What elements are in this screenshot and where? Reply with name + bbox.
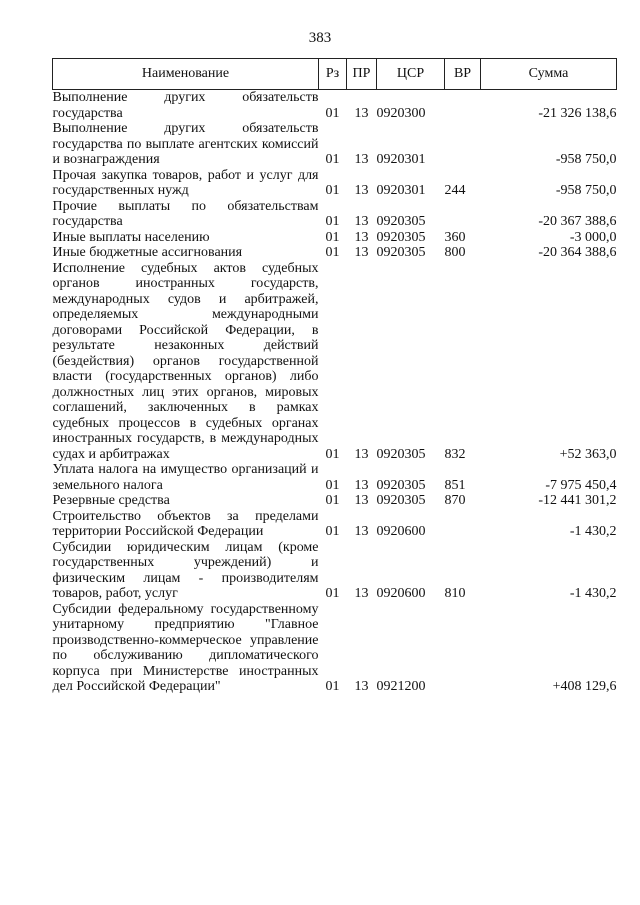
cell-name: Прочая закупка товаров, работ и услуг для государственных нужд xyxy=(52,167,319,198)
header-csr: ЦСР xyxy=(377,59,445,90)
cell-vr: 810 xyxy=(444,586,466,601)
cell-vr xyxy=(445,121,481,168)
cell-csr: 0920305 xyxy=(376,477,426,493)
cell-csr: 0920305 xyxy=(376,214,426,229)
cell-rz: 01 xyxy=(325,679,340,694)
table-header-row xyxy=(53,59,617,90)
header-vr: ВР xyxy=(445,59,481,90)
cell-rz: 01 xyxy=(325,586,340,601)
cell-rz: 01 xyxy=(325,245,340,260)
cell-name: Резервные средства xyxy=(52,493,170,508)
cell-rz: 01 xyxy=(325,524,340,539)
table-row xyxy=(53,245,617,261)
cell-name: Иные выплаты населению xyxy=(52,229,210,245)
cell-rz: 01 xyxy=(325,152,340,167)
cell-sum: -958 750,0 xyxy=(555,152,617,167)
table-row xyxy=(53,230,617,246)
table-row xyxy=(53,602,617,695)
cell-csr: 0920600 xyxy=(376,586,426,601)
cell-vr xyxy=(445,509,481,540)
cell-csr: 0920305 xyxy=(376,493,426,508)
table-row xyxy=(53,121,617,168)
cell-name: Выполнение других обязательств государства xyxy=(52,90,319,121)
cell-pr: 13 xyxy=(354,229,369,245)
cell-vr: 832 xyxy=(444,446,466,462)
table-row xyxy=(53,261,617,463)
cell-pr: 13 xyxy=(354,493,369,508)
table-row xyxy=(53,90,617,122)
cell-sum: -7 975 450,4 xyxy=(545,477,617,493)
cell-vr xyxy=(445,199,481,230)
cell-csr: 0920301 xyxy=(376,183,426,198)
cell-sum: +408 129,6 xyxy=(552,679,617,694)
cell-vr xyxy=(445,90,481,122)
cell-name: Выполнение других обязательств государства по выплате агентских комиссий и вознаграждения xyxy=(52,121,319,167)
cell-vr: 244 xyxy=(444,183,466,198)
cell-rz: 01 xyxy=(325,477,340,493)
cell-vr: 360 xyxy=(444,229,466,245)
cell-sum: +52 363,0 xyxy=(559,446,617,462)
cell-pr: 13 xyxy=(354,524,369,539)
cell-vr: 870 xyxy=(444,493,466,508)
page-number: 383 xyxy=(308,30,332,46)
cell-name: Исполнение судебных актов судебных органов иностранных государств, международных судов и арбитражей, определяемых международными договорами Российской Федерации, в результате незаконных действий (бездействия) органов государственной власти (государственных органов) либо должностных лиц этих органов, мировых соглашений, заключенных в рамках судебных процессов в судебных органах иностранных государств, в международных судах и арбитражах xyxy=(52,260,319,462)
cell-pr: 13 xyxy=(354,679,369,694)
cell-sum: -21 326 138,6 xyxy=(538,105,617,121)
cell-rz: 01 xyxy=(325,214,340,229)
budget-table xyxy=(52,58,617,695)
cell-pr: 13 xyxy=(354,105,369,121)
cell-sum: -20 367 388,6 xyxy=(538,214,617,229)
cell-sum: -12 441 301,2 xyxy=(538,493,617,508)
table-body xyxy=(53,90,617,695)
cell-pr: 13 xyxy=(354,214,369,229)
cell-pr: 13 xyxy=(354,152,369,167)
cell-csr: 0920300 xyxy=(376,105,426,121)
cell-pr: 13 xyxy=(354,245,369,260)
cell-csr: 0920305 xyxy=(376,229,426,245)
cell-vr: 800 xyxy=(444,245,466,260)
cell-sum: -20 364 388,6 xyxy=(538,245,617,260)
cell-csr: 0920600 xyxy=(376,524,426,539)
cell-sum: -1 430,2 xyxy=(569,524,617,539)
cell-vr xyxy=(445,602,481,695)
cell-pr: 13 xyxy=(354,586,369,601)
cell-pr: 13 xyxy=(354,477,369,493)
cell-name: Иные бюджетные ассигнования xyxy=(52,245,243,260)
table-row xyxy=(53,199,617,230)
cell-sum: -3 000,0 xyxy=(569,229,617,245)
table-row xyxy=(53,168,617,199)
cell-csr: 0920305 xyxy=(376,446,426,462)
cell-csr: 0920305 xyxy=(376,245,426,260)
cell-name: Уплата налога на имущество организаций и земельного налога xyxy=(52,462,319,493)
cell-csr: 0921200 xyxy=(376,679,426,694)
header-name: Наименование xyxy=(53,59,319,90)
cell-pr: 13 xyxy=(354,183,369,198)
cell-name: Субсидии федеральному государственному унитарному предприятию "Главное производственно-коммерческое управление по обслуживанию дипломатического корпуса при Министерстве иностранных дел Российской Федерации" xyxy=(52,601,319,694)
header-rz: Рз xyxy=(319,59,347,90)
cell-name: Строительство объектов за пределами территории Российской Федерации xyxy=(52,508,319,539)
cell-pr: 13 xyxy=(354,446,369,462)
cell-sum: -958 750,0 xyxy=(555,183,617,198)
table-row xyxy=(53,540,617,602)
cell-rz: 01 xyxy=(325,229,340,245)
cell-rz: 01 xyxy=(325,105,340,121)
header-sum: Сумма xyxy=(481,59,617,90)
table-row xyxy=(53,509,617,540)
header-pr: ПР xyxy=(347,59,377,90)
table-row xyxy=(53,493,617,509)
cell-name: Прочие выплаты по обязательствам государства xyxy=(52,198,319,229)
cell-name: Субсидии юридическим лицам (кроме государственных учреждений) и физическим лицам - производителям товаров, работ, услуг xyxy=(52,539,319,601)
cell-rz: 01 xyxy=(325,183,340,198)
cell-sum: -1 430,2 xyxy=(569,586,617,601)
cell-rz: 01 xyxy=(325,446,340,462)
cell-vr: 851 xyxy=(444,477,466,493)
cell-csr: 0920301 xyxy=(376,152,426,167)
table-row xyxy=(53,462,617,493)
cell-rz: 01 xyxy=(325,493,340,508)
